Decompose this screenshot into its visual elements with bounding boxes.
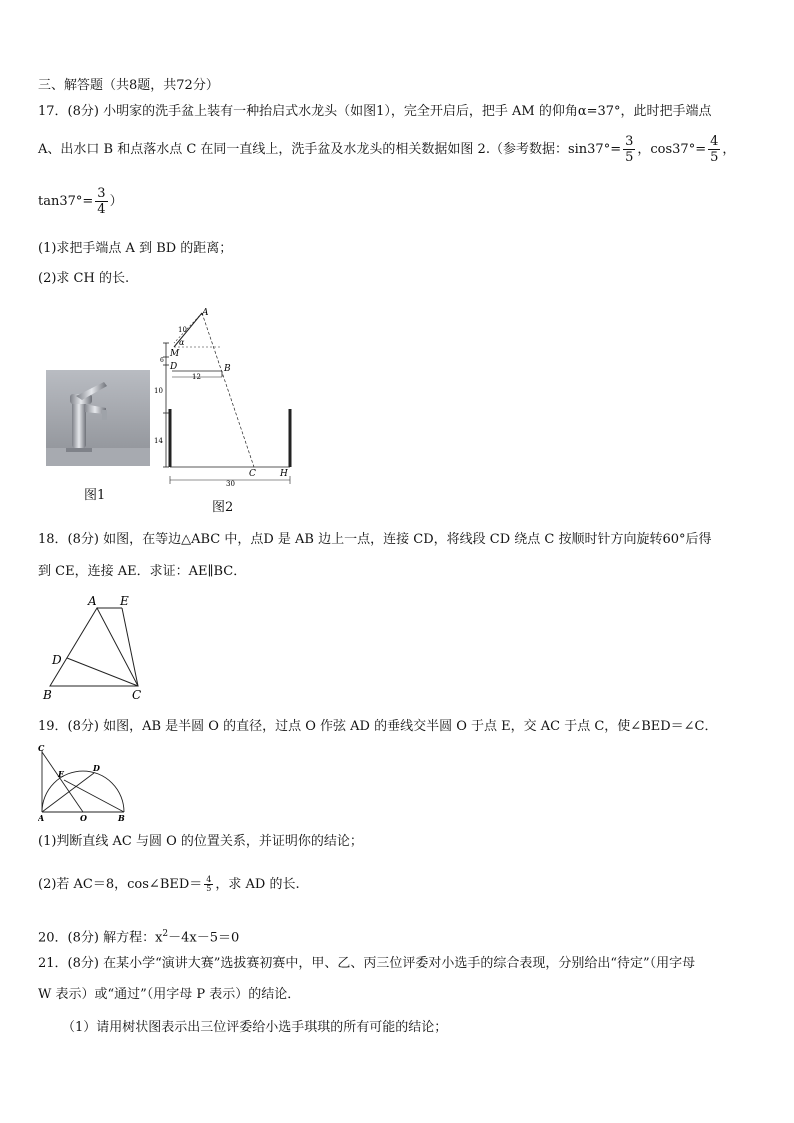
q19-part2	[38, 876, 300, 894]
q19-part2-post: ，求 AD 的长.	[215, 877, 300, 892]
label-A: A	[88, 594, 97, 608]
label-A: A	[202, 308, 209, 318]
faucet-diagram	[150, 305, 310, 490]
label-B: B	[224, 364, 231, 374]
segment-CD	[67, 658, 138, 686]
label-O: O	[80, 813, 87, 822]
q21-line1: 21．(8分) 在某小学“演讲大赛”选拔赛初赛中，甲、乙、丙三位评委对小选手的综合表现，分别给出“待定”（用字母	[38, 956, 696, 971]
cos-bed-fraction	[204, 876, 213, 893]
cos-bed-num: 4	[206, 875, 212, 884]
q17-line1: 17．(8分) 小明家的洗手盆上装有一种抬启式水龙头（如图1），完全开启后，把手 AM 的仰角α=37°，此时把手端点	[38, 104, 712, 119]
label-E: E	[120, 594, 129, 608]
label-D: D	[170, 362, 178, 372]
label-E: E	[58, 769, 65, 779]
line-EB	[64, 780, 124, 812]
label-C: C	[249, 469, 256, 479]
label-30: 30	[226, 480, 235, 488]
fig2-caption: 图2	[212, 500, 234, 515]
q21-part1: （1）请用树状图表示出三位评委给小选手琪琪的所有可能的结论；	[62, 1020, 448, 1035]
tan-label: tan37°=	[38, 194, 94, 209]
semicircle-diagram	[38, 742, 130, 822]
q17-part1: (1)求把手端点 A 到 BD 的距离；	[38, 241, 233, 256]
chord-AD	[42, 773, 94, 812]
q21-line2: W 表示）或“通过”（用字母 P 表示）的结论．	[38, 987, 301, 1002]
segment-CE	[122, 608, 138, 686]
label-14: 14	[154, 437, 163, 445]
label-10-mid: 10	[154, 387, 163, 395]
q20-line	[38, 925, 239, 947]
label-A: A	[38, 813, 45, 822]
q17-line2	[38, 134, 735, 165]
label-D: D	[93, 763, 100, 773]
q18-line1: 18．(8分) 如图，在等边△ABC 中，点D 是 AB 边上一点，连接 CD，将线段 CD 绕点 C 按顺时针方向旋转60°后得	[38, 532, 712, 547]
line2-end: ，	[722, 142, 736, 157]
label-B: B	[118, 813, 125, 822]
q20-pre: 20．(8分) 解方程：x	[38, 930, 163, 946]
tan-end: ）	[109, 194, 123, 209]
label-B: B	[43, 688, 52, 702]
line-ABC	[202, 313, 254, 467]
label-10-top: 10	[178, 326, 187, 334]
q19-part2-pre: (2)若 AC＝8，cos∠BED＝	[38, 877, 203, 892]
faucet-photo	[46, 370, 150, 466]
label-M: M	[170, 349, 180, 359]
line-CO	[42, 752, 83, 812]
label-6: 6	[160, 357, 164, 364]
tan-den: 4	[97, 202, 106, 217]
q17-part2: (2)求 CH 的长.	[38, 271, 130, 286]
q20-exponent: 2	[162, 929, 169, 939]
q19-line1: 19．(8分) 如图，AB 是半圆 O 的直径，过点 O 作弦 AD 的垂线交半圆 O 于点 E，交 AC 于点 C，使∠BED＝∠C．	[38, 719, 718, 734]
cos-den: 5	[710, 150, 719, 165]
section-header: 三、解答题（共8题，共72分）	[38, 78, 219, 93]
cos-bed-den: 5	[206, 884, 212, 893]
q19-part1: (1)判断直线 AC 与圆 O 的位置关系，并证明你的结论；	[38, 834, 363, 849]
label-alpha: α	[179, 338, 185, 347]
tan-fraction	[95, 186, 107, 217]
fig1-caption: 图1	[84, 488, 106, 503]
label-H: H	[280, 469, 288, 479]
q20-post: －4x－5＝0	[168, 930, 240, 946]
q17-tan-line	[38, 186, 123, 217]
label-D: D	[52, 653, 62, 667]
sin-num: 3	[625, 134, 634, 149]
cos-fraction	[708, 134, 720, 165]
q17-line2-text: A、出水口 B 和点落水点 C 在同一直线上，洗手盆及水龙头的相关数据如图 2.（参考数据：sin37°=	[38, 142, 622, 157]
cos-num: 4	[710, 134, 719, 149]
equilateral-triangle-diagram	[38, 592, 148, 704]
tan-num: 3	[97, 186, 106, 201]
q18-line2: 到 CE，连接 AE．求证：AE∥BC．	[38, 564, 247, 579]
sin-den: 5	[625, 150, 634, 165]
label-12: 12	[192, 373, 201, 381]
cos-label: ，cos37°=	[637, 142, 707, 157]
sin-fraction	[623, 134, 635, 165]
label-C: C	[38, 743, 45, 753]
label-C: C	[132, 688, 142, 702]
